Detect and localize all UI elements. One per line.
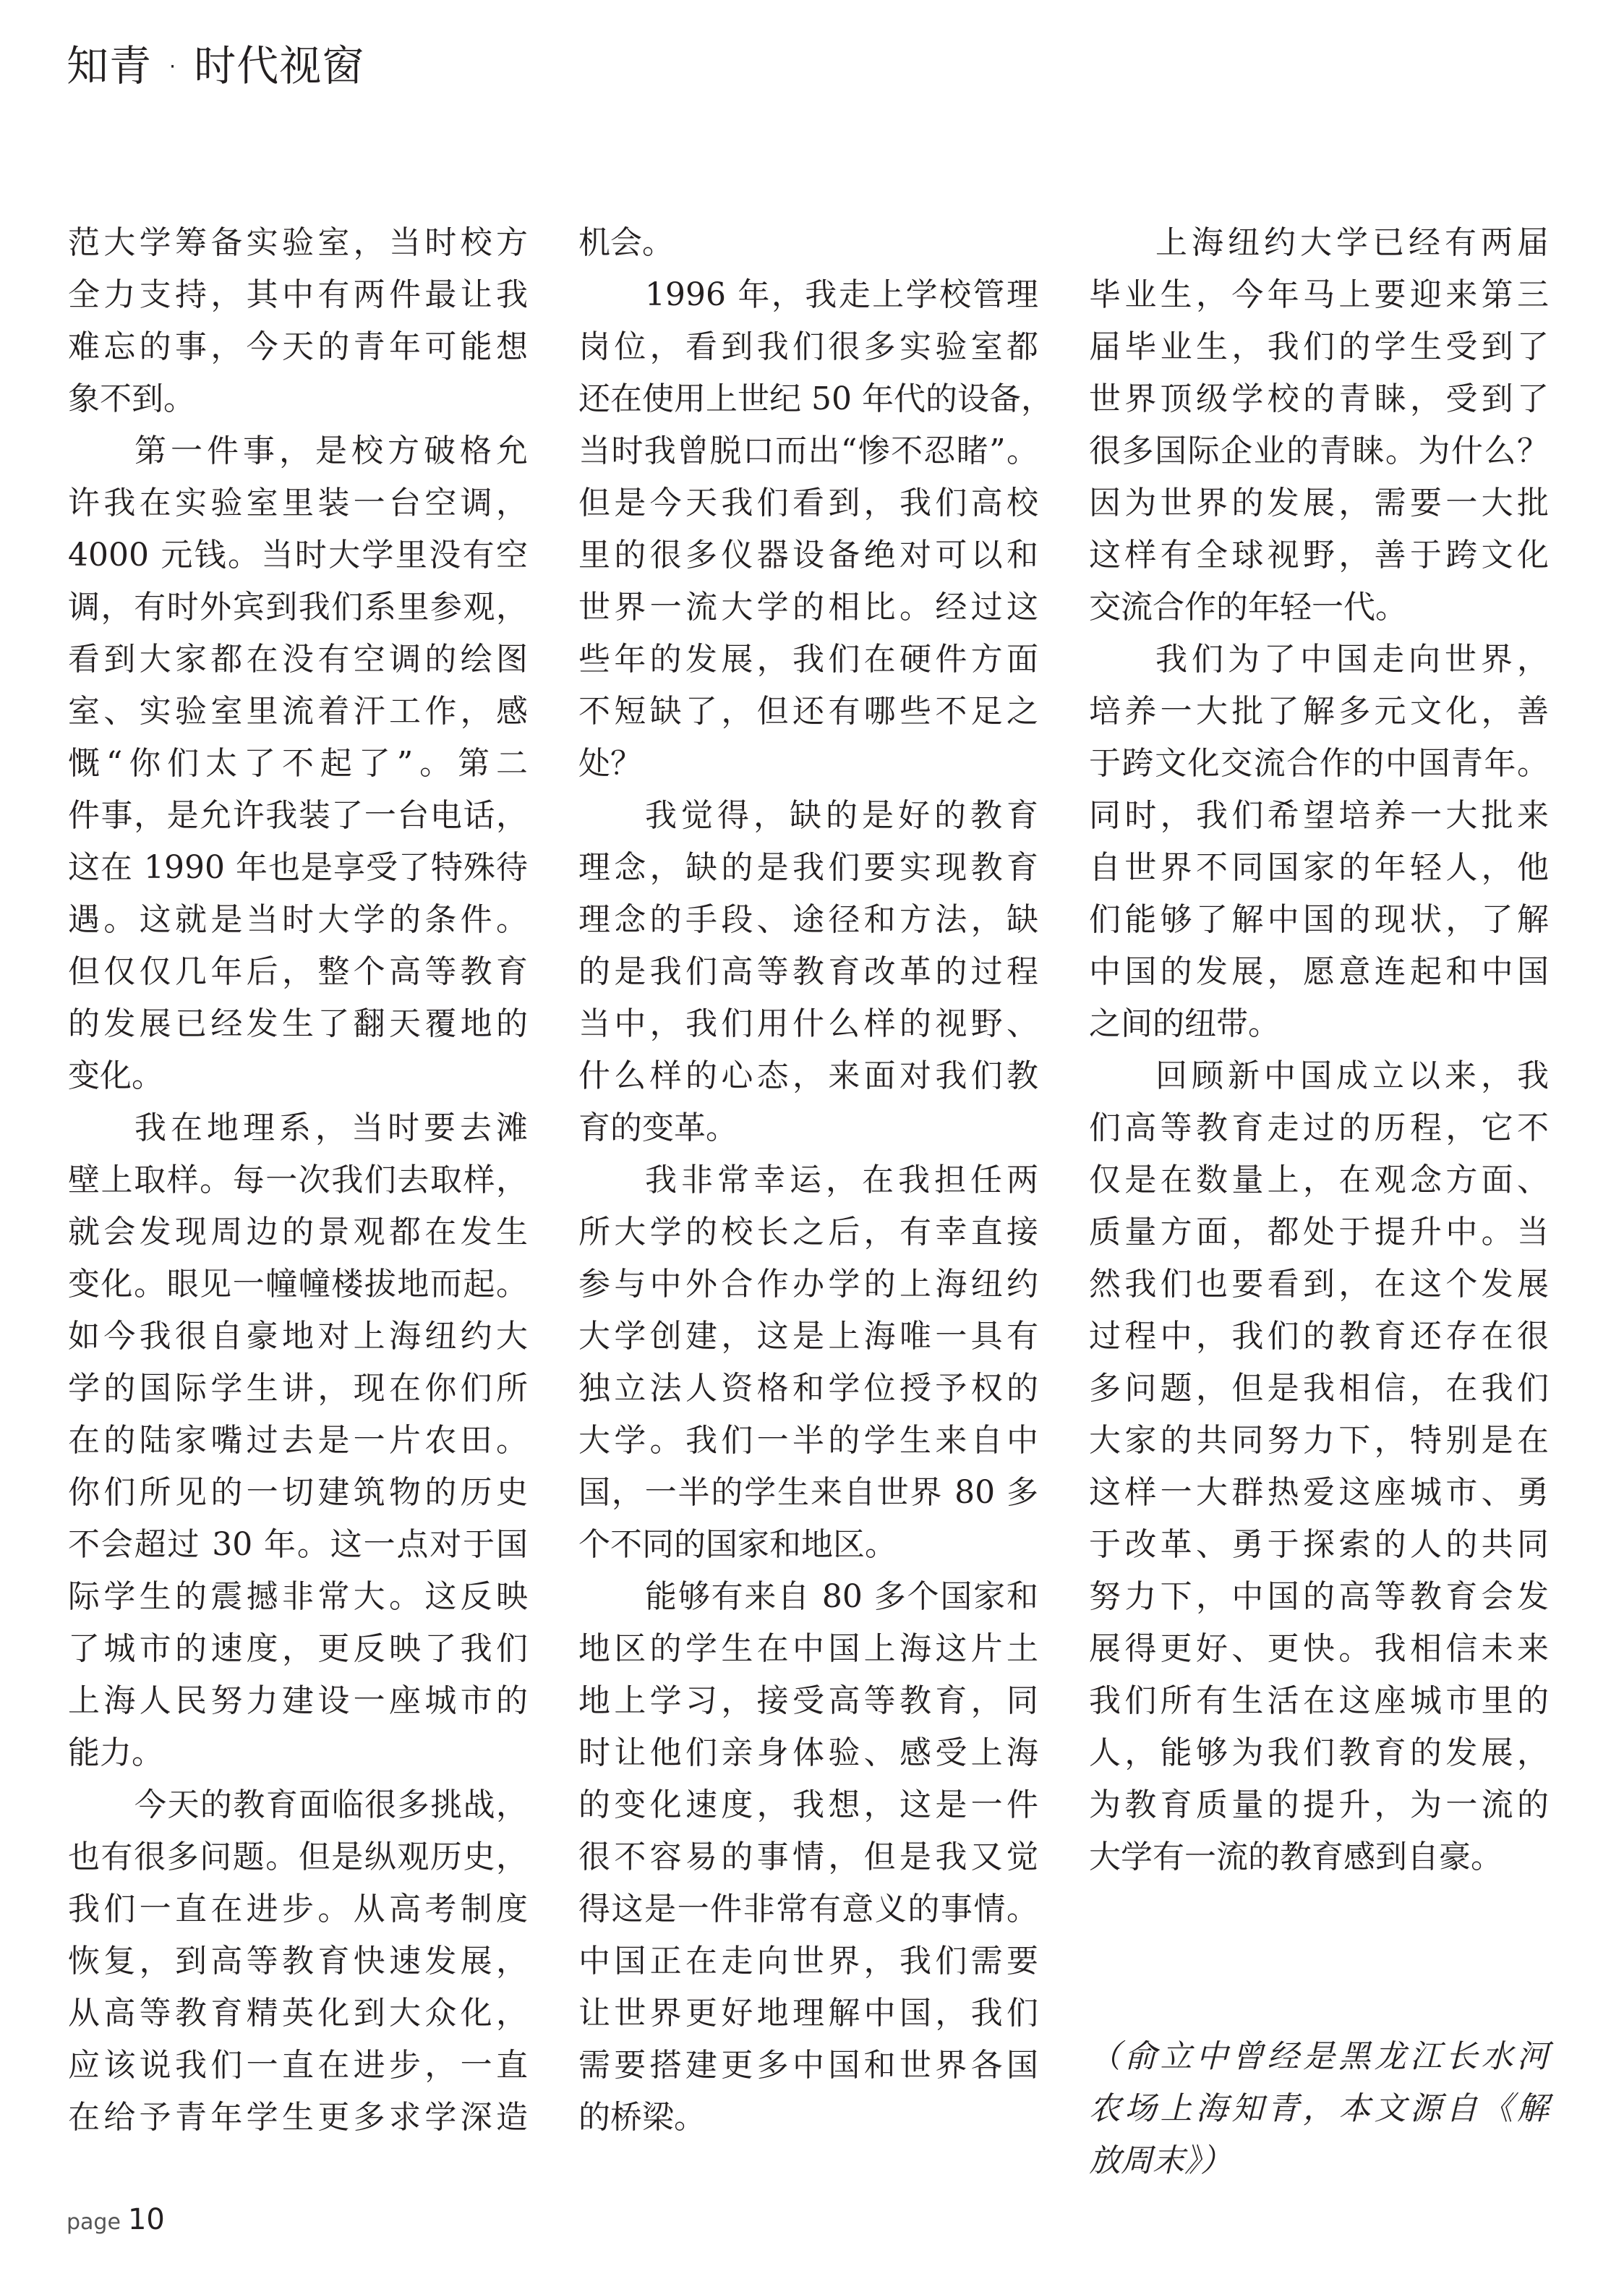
paragraph	[1089, 1057, 1549, 1893]
paragraph	[578, 1578, 1038, 2154]
text-line: 还在使用上世纪 50 年代的设备，	[578, 380, 1053, 417]
text-line: 参与中外合作办学的上海纽约	[578, 1266, 1038, 1303]
text-line: 因为世界的发展，需要一大批	[1089, 485, 1549, 521]
text-line: 人，能够为我们教育的发展，	[1089, 1734, 1549, 1771]
text-line: 难忘的事，今天的青年可能想	[68, 328, 528, 365]
text-line: 上海人民努力建设一座城市的	[68, 1682, 528, 1719]
author-note-line: （俞立中曾经是黑龙江长水河	[1089, 2038, 1549, 2075]
text-line: 里的很多仪器设备绝对可以和	[578, 537, 1038, 574]
article-column-2	[578, 224, 1053, 2154]
text-line: 然我们也要看到，在这个发展	[1089, 1266, 1549, 1303]
text-line: 交流合作的年轻一代。	[1089, 589, 1407, 626]
text-line: 不会超过 30 年。这一点对于国	[68, 1526, 528, 1563]
text-line: 这样一大群热爱这座城市、勇	[1089, 1474, 1549, 1511]
paragraph	[68, 224, 528, 435]
text-line: 国，一半的学生来自世界 80 多	[578, 1474, 1038, 1511]
text-line: 展得更好、更快。我相信未来	[1089, 1630, 1549, 1667]
text-line: 同时，我们希望培养一大批来	[1089, 797, 1549, 834]
text-line: 也有很多问题。但是纵观历史，	[68, 1839, 528, 1875]
text-line: 独立法人资格和学位授予权的	[578, 1370, 1038, 1407]
text-line: 我在地理系，当时要去滩	[134, 1109, 528, 1146]
text-line: 大学创建，这是上海唯一具有	[578, 1318, 1038, 1355]
paragraph	[1089, 224, 1549, 644]
text-line: 件事，是允许我装了一台电话，	[68, 797, 528, 834]
text-line: 回顾新中国成立以来，我	[1155, 1057, 1549, 1094]
text-line: 大学。我们一半的学生来自中	[578, 1422, 1038, 1459]
paragraph	[68, 1109, 528, 1789]
paragraph	[1089, 641, 1549, 1060]
text-line: 理念的手段、途径和方法，缺	[578, 901, 1038, 938]
text-line: 机会。	[578, 224, 674, 261]
text-line: 如今我很自豪地对上海纽约大	[68, 1318, 528, 1355]
text-line: 这在 1990 年也是享受了特殊待	[68, 849, 528, 886]
text-line: 培养一大批了解多元文化，善	[1089, 693, 1549, 730]
page-footer	[67, 2203, 165, 2236]
paragraph	[578, 224, 1038, 279]
section-header: 知青 · 时代视窗	[67, 41, 365, 90]
paragraph	[578, 797, 1038, 1164]
text-line: 于改革、勇于探索的人的共同	[1089, 1526, 1549, 1563]
text-line: 中国正在走向世界，我们需要	[578, 1943, 1038, 1980]
text-line: 应该说我们一直在进步，一直	[68, 2047, 528, 2084]
text-line: 大学有一流的教育感到自豪。	[1089, 1839, 1503, 1875]
text-line: 仅是在数量上，在观念方面、	[1089, 1162, 1549, 1198]
text-line: 恢复，到高等教育快速发展，	[68, 1943, 528, 1980]
text-line: 需要搭建更多中国和世界各国	[578, 2047, 1038, 2084]
text-line: 但是今天我们看到，我们高校	[578, 485, 1038, 521]
text-line: 个不同的国家和地区。	[578, 1526, 897, 1563]
text-line: 全力支持，其中有两件最让我	[68, 276, 528, 313]
text-line: 自世界不同国家的年轻人，他	[1089, 849, 1549, 886]
paragraph	[68, 1786, 528, 2154]
text-line: 世界顶级学校的青睐，受到了	[1089, 380, 1549, 417]
text-line: 多问题，但是我相信，在我们	[1089, 1370, 1549, 1407]
text-line: 变化。	[68, 1057, 163, 1094]
text-line: 能力。	[68, 1734, 163, 1771]
text-line: 届毕业生，我们的学生受到了	[1089, 328, 1549, 365]
text-line: 什么样的心态，来面对我们教	[578, 1057, 1038, 1094]
text-line: 质量方面，都处于提升中。当	[1089, 1214, 1549, 1251]
text-line: 今天的教育面临很多挑战，	[134, 1786, 528, 1823]
text-line: 许我在实验室里装一台空调，	[68, 485, 528, 521]
article-column-3	[1089, 224, 1549, 1893]
text-line: 很不容易的事情，但是我又觉	[578, 1839, 1038, 1875]
page-label: page	[67, 2210, 121, 2235]
text-line: 变化。眼见一幢幢楼拔地而起。	[68, 1266, 528, 1303]
text-line: 的桥梁。	[578, 2099, 706, 2136]
text-line: 我们所有生活在这座城市里的	[1089, 1682, 1549, 1719]
text-line: 学的国际学生讲，现在你们所	[68, 1370, 528, 1407]
text-line: 当中，我们用什么样的视野、	[578, 1005, 1038, 1042]
text-line: 毕业生，今年马上要迎来第三	[1089, 276, 1549, 313]
text-line: 我觉得，缺的是好的教育	[645, 797, 1038, 834]
text-line: 于跨文化交流合作的中国青年。	[1089, 745, 1549, 782]
text-line: 让世界更好地理解中国，我们	[578, 1995, 1038, 2032]
text-line: 但仅仅几年后，整个高等教育	[68, 953, 528, 990]
paragraph	[578, 276, 1053, 800]
text-line: 岗位，看到我们很多实验室都	[578, 328, 1038, 365]
text-line: 些年的发展，我们在硬件方面	[578, 641, 1038, 678]
page-number: 10	[127, 2203, 165, 2236]
text-line: 象不到。	[68, 380, 195, 417]
text-line: 从高等教育精英化到大众化，	[68, 1995, 528, 2032]
text-line: 在的陆家嘴过去是一片农田。	[68, 1422, 528, 1459]
paragraph	[68, 435, 528, 1112]
text-line: 室、实验室里流着汗工作，感	[68, 693, 528, 730]
text-line: 努力下，中国的高等教育会发	[1089, 1578, 1549, 1615]
text-line: 的发展已经发生了翻天覆地的	[68, 1005, 528, 1042]
text-line: 我非常幸运，在我担任两	[645, 1162, 1038, 1198]
text-line: 遇。这就是当时大学的条件。	[68, 901, 528, 938]
text-line: 范大学筹备实验室，当时校方	[68, 224, 528, 261]
text-line: 得这是一件非常有意义的事情。	[578, 1891, 1038, 1927]
text-line: 慨“你们太了不起了”。第二	[68, 745, 528, 782]
paragraph	[578, 1164, 1038, 1581]
text-line: 中国的发展，愿意连起和中国	[1089, 953, 1549, 990]
text-line: 就会发现周边的景观都在发生	[68, 1214, 528, 1251]
text-line: 当时我曾脱口而出“惨不忍睹”。	[578, 433, 1038, 469]
text-line: 在给予青年学生更多求学深造	[68, 2099, 528, 2136]
author-note	[1089, 2038, 1549, 2197]
text-line: 过程中，我们的教育还存在很	[1089, 1318, 1549, 1355]
author-note-line: 放周末》）	[1089, 2142, 1232, 2179]
text-line: 第一件事，是校方破格允	[134, 433, 528, 469]
text-line: 调，有时外宾到我们系里参观，	[68, 589, 528, 626]
text-line: 我们为了中国走向世界，	[1155, 641, 1549, 678]
text-line: 这样有全球视野，善于跨文化	[1089, 537, 1549, 574]
text-line: 地上学习，接受高等教育，同	[578, 1682, 1038, 1719]
text-line: 们能够了解中国的现状，了解	[1089, 901, 1549, 938]
author-note-line: 农场上海知青，本文源自《解	[1089, 2090, 1549, 2127]
text-line: 1996 年，我走上学校管理	[645, 276, 1038, 313]
text-line: 不短缺了，但还有哪些不足之	[578, 693, 1038, 730]
text-line: 上海纽约大学已经有两届	[1155, 224, 1549, 261]
text-line: 了城市的速度，更反映了我们	[68, 1630, 528, 1667]
text-line: 处？	[578, 745, 642, 782]
text-line: 们高等教育走过的历程，它不	[1089, 1109, 1549, 1146]
text-line: 大家的共同努力下，特别是在	[1089, 1422, 1549, 1459]
text-line: 所大学的校长之后，有幸直接	[578, 1214, 1038, 1251]
text-line: 育的变革。	[578, 1109, 738, 1146]
text-line: 4000 元钱。当时大学里没有空	[68, 537, 528, 574]
text-line: 看到大家都在没有空调的绘图	[68, 641, 528, 678]
text-line: 的是我们高等教育改革的过程	[578, 953, 1038, 990]
article-column-1	[68, 224, 528, 2154]
text-line: 你们所见的一切建筑物的历史	[68, 1474, 528, 1511]
text-line: 壁上取样。每一次我们去取样，	[68, 1162, 528, 1198]
text-line: 时让他们亲身体验、感受上海	[578, 1734, 1038, 1771]
text-line: 我们一直在进步。从高考制度	[68, 1891, 528, 1927]
text-line: 理念，缺的是我们要实现教育	[578, 849, 1038, 886]
text-line: 地区的学生在中国上海这片土	[578, 1630, 1038, 1667]
text-line: 很多国际企业的青睐。为什么？	[1089, 433, 1549, 469]
text-line: 之间的纽带。	[1089, 1005, 1280, 1042]
text-line: 世界一流大学的相比。经过这	[578, 589, 1038, 626]
text-line: 际学生的震撼非常大。这反映	[68, 1578, 528, 1615]
text-line: 的变化速度，我想，这是一件	[578, 1786, 1038, 1823]
text-line: 能够有来自 80 多个国家和	[645, 1578, 1038, 1615]
text-line: 为教育质量的提升，为一流的	[1089, 1786, 1549, 1823]
